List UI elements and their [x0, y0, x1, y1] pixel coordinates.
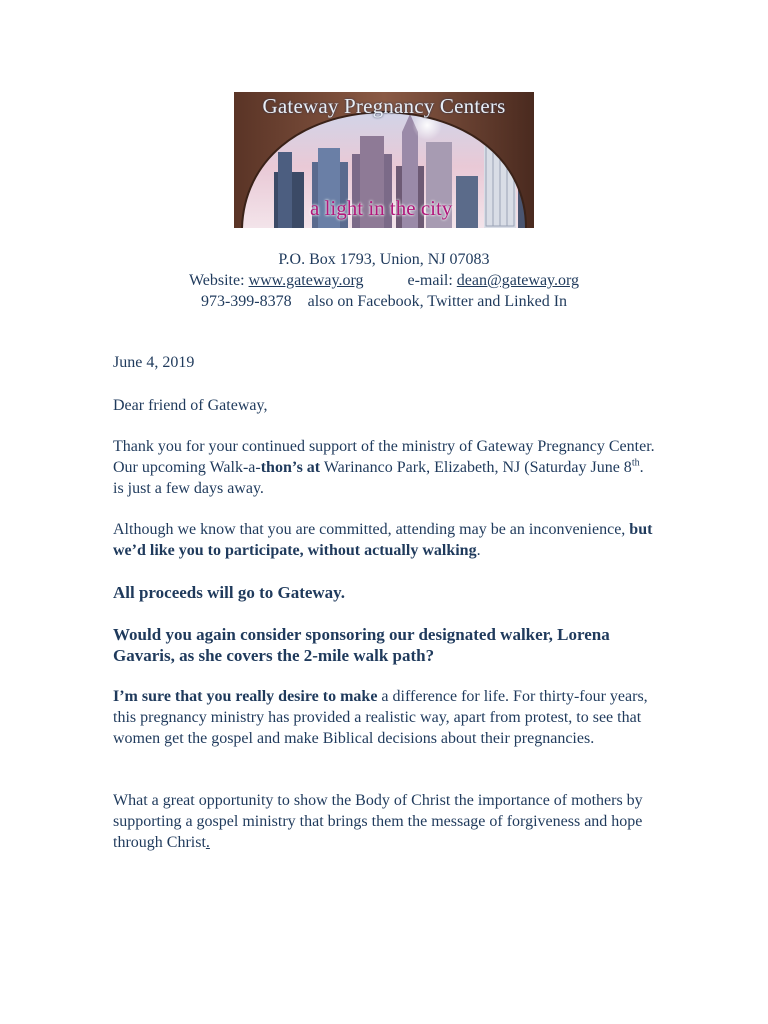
- p6-end: .: [205, 834, 210, 851]
- website-link[interactable]: www.gateway.org: [248, 272, 364, 289]
- email-label: e-mail:: [407, 272, 453, 289]
- website-label: Website:: [188, 272, 245, 289]
- p1-bold: thon’s at: [260, 459, 321, 476]
- p2-text-c: .: [476, 542, 481, 559]
- banner-title: Gateway Pregnancy Centers: [262, 94, 506, 118]
- email-link[interactable]: dean@gateway.org: [456, 272, 580, 289]
- p1-text-c: . is just a few days away.: [113, 459, 644, 497]
- paragraph-difference: [113, 686, 658, 749]
- gateway-banner-logo: [234, 92, 534, 228]
- proceeds-heading: All proceeds will go to Gateway.: [113, 583, 345, 602]
- banner-tagline: a light in the city: [310, 196, 453, 220]
- p5-text: a difference for life. For thirty-four years, this pregnancy ministry has provided a realistic way, apart from protest, to see that women get the gospel and make Biblical decisions about their pregnancies.: [113, 688, 648, 747]
- contact-block: [0, 249, 768, 312]
- paragraph-participate: [113, 519, 658, 561]
- p1-text-a: Thank you for your continued support of the ministry of Gateway Pregnancy Center. Our upcoming Walk-a-: [113, 438, 655, 476]
- address-line: P.O. Box 1793, Union, NJ 07083: [278, 251, 490, 268]
- letter-date: June 4, 2019: [113, 354, 195, 371]
- social-note: also on Facebook, Twitter and Linked In: [307, 293, 568, 310]
- sponsor-question: Would you again consider sponsoring our designated walker, Lorena Gavaris, as she covers the 2-mile walk path?: [113, 625, 610, 665]
- web-email-line: [0, 270, 768, 291]
- p2-bold: but we’d like you to participate, without actually walking: [113, 521, 653, 559]
- phone-social-line: [0, 291, 768, 312]
- p2-text-a: Although we know that you are committed, attending may be an inconvenience,: [113, 521, 630, 538]
- paragraph-opportunity: [113, 790, 658, 853]
- p6-text: What a great opportunity to show the Body of Christ the importance of mothers by supporting a gospel ministry that brings them the message of forgiveness and hope through Christ: [113, 792, 643, 851]
- p5-bold: I’m sure that you really desire to make: [113, 688, 378, 705]
- phone-number: 973-399-8378: [200, 293, 292, 310]
- p1-text-b: Warinanco Park, Elizabeth, NJ (Saturday June 8: [320, 459, 632, 476]
- paragraph-walkathon: [113, 436, 658, 499]
- letter-salutation: Dear friend of Gateway,: [113, 397, 268, 414]
- p1-superscript: th: [631, 457, 640, 469]
